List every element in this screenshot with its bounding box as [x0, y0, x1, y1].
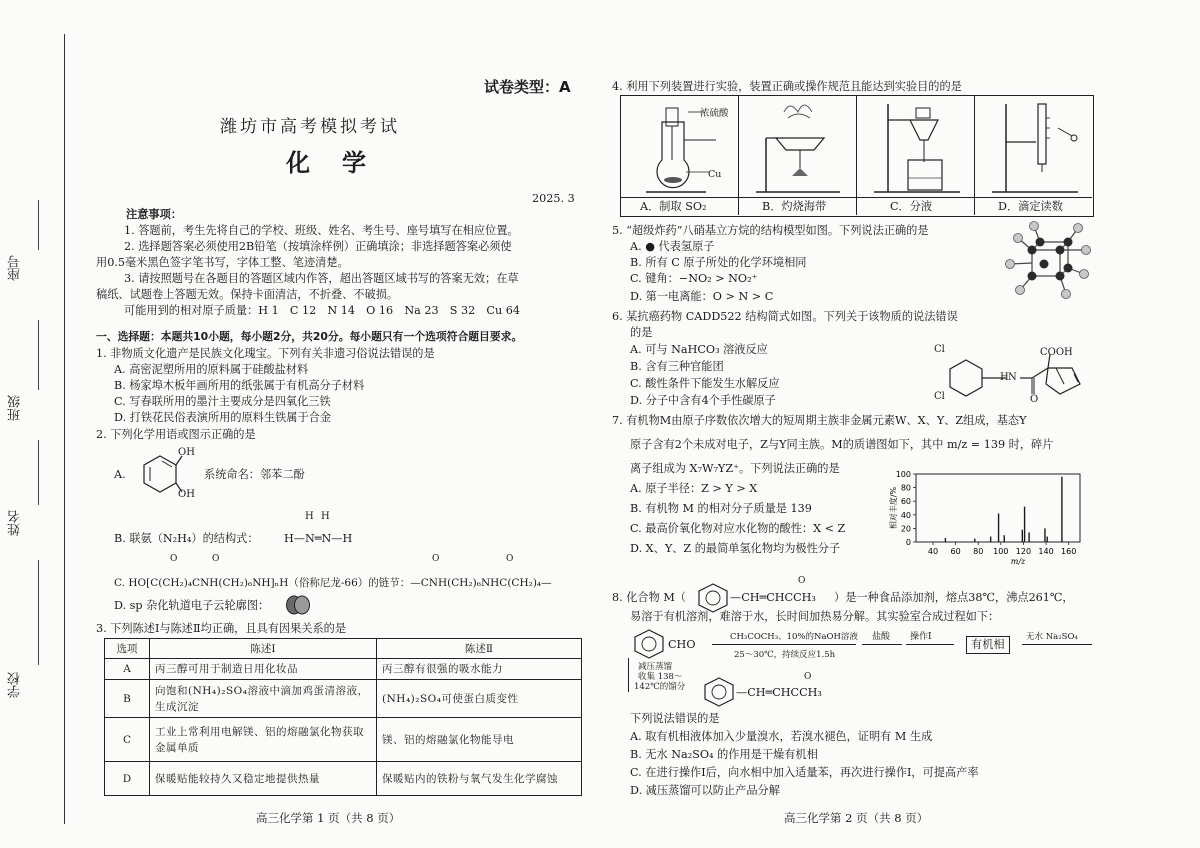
q8-arrow-2	[862, 644, 902, 645]
q8-organic-phase: 有机相	[966, 636, 1010, 654]
side-seat-line	[38, 200, 39, 250]
q2-c-o-4: O	[506, 554, 514, 564]
q3-table	[104, 638, 582, 796]
q7-option-d: D. X、Y、Z 的最简单氢化物均为极性分子	[630, 542, 841, 555]
q3-row-b-s1: 向饱和(NH₄)₂SO₄溶液中滴加鸡蛋清溶液，生成沉淀	[150, 680, 377, 718]
note-1: 1. 答题前，考生先将自己的学校、班级、姓名、考生号、座号填写在相应位置。	[124, 224, 519, 237]
q8-arrow-3	[906, 644, 954, 645]
q6-stem-cont: 的是	[630, 326, 653, 339]
q3-row-c-s1: 工业上常利用电解镁、铝的熔融氯化物获取金属单质	[150, 718, 377, 762]
y-tick-label: 100	[895, 470, 911, 479]
exam-title: 潍坊市高考模拟考试	[220, 117, 400, 137]
q2-h-left: H	[305, 511, 314, 522]
x-axis-label: m/z	[1010, 557, 1026, 566]
q8-drying-agent: 无水 Na₂SO₄	[1026, 632, 1078, 642]
q8-stem-formula: —CH═CHCCH₃	[730, 591, 816, 604]
q3-header-statement-2: 陈述Ⅱ	[377, 639, 582, 659]
binding-line	[64, 34, 65, 824]
q8-acid: 盐酸	[872, 632, 891, 642]
q7-option-b: B. 有机物 M 的相对分子质量是 139	[630, 502, 812, 515]
q6-option-a: A. 可与 NaHCO₃ 溶液反应	[630, 343, 768, 356]
q4-acid-label: 浓硫酸	[700, 108, 729, 119]
mass-spectrum-chart	[884, 468, 1084, 568]
q7-option-a: A. 原子半径：Z > Y > X	[630, 482, 758, 495]
q6-cl-bottom: Cl	[934, 391, 945, 402]
q2-option-b-text: B. 联氨（N₂H₄）的结构式：	[114, 532, 259, 545]
q4-apparatus-d	[988, 98, 1084, 196]
paper-type: 试卷类型：A	[484, 78, 571, 96]
table-row	[105, 659, 582, 680]
table-row	[105, 718, 582, 762]
q2-hydrazine-chain: H—N═N—H	[284, 532, 353, 545]
q1-option-a: A. 高密泥塑所用的原料属于硅酸盐材料	[114, 363, 309, 376]
q1-option-c: C. 写春联所用的墨汁主要成分是四氧化三铁	[114, 395, 331, 408]
q2-oh-top: OH	[178, 447, 195, 458]
q8-arrow-4	[1022, 644, 1092, 645]
side-name-line	[38, 440, 39, 505]
q8-arrow-5	[628, 658, 629, 692]
q6-cooh: COOH	[1040, 347, 1073, 358]
q2-c-o-2: O	[212, 554, 220, 564]
q7-stem-2: 原子含有2个未成对电子，Z与Y同主族。M的质谱图如下，其中 m/z = 139 时，碎片	[630, 438, 1054, 451]
q5-option-c: C. 键角：−NO₂ > NO₂⁺	[630, 272, 758, 285]
q8-arrow-1	[712, 644, 856, 645]
q8-cho: CHO	[668, 638, 696, 651]
q3-row-d-option: D	[105, 762, 150, 796]
q4-cu-label: Cu	[708, 169, 722, 180]
q8-vacuum-1: 减压蒸馏	[638, 662, 673, 672]
q6-option-d: D. 分子中含有4个手性碳原子	[630, 394, 776, 407]
q8-condition-1: 25～30℃，持续反应1.5h	[734, 650, 836, 660]
atomic-masses: 可能用到的相对原子质量：H 1 C 12 N 14 O 16 Na 23 S 32 Cu 64	[124, 304, 520, 317]
side-class-line	[38, 320, 39, 390]
exam-date: 2025. 3	[532, 192, 575, 205]
sp-orbital-diagram	[286, 594, 310, 616]
x-tick-label: 120	[1015, 547, 1032, 556]
side-name-label: 姓名	[8, 510, 23, 536]
q4-apparatus-c	[870, 98, 966, 196]
q8-stem-end: ）是一种食品添加剂，熔点38℃，沸点261℃，	[834, 591, 1074, 604]
q6-cl-top: Cl	[934, 344, 945, 355]
section-1-heading: 一、选择题：本题共10小题，每小题2分，共20分。每小题只有一个选项符合题目要求。	[96, 330, 523, 343]
q2-option-a-text: 系统命名：邻苯二酚	[204, 468, 305, 481]
y-tick-label: 20	[900, 524, 911, 534]
note-3: 3. 请按照题号在各题目的答题区域内作答，超出答题区域书写的答案无效；在草	[124, 272, 519, 285]
note-2: 2. 选择题答案必须使用2B铅笔（按填涂样例）正确填涂；非选择题答案必须使	[124, 240, 512, 253]
q4-caption-c: C．分液	[890, 200, 933, 213]
q8-option-c: C. 在进行操作Ⅰ后，向水相中加入适量苯，再次进行操作Ⅰ，可提高产率	[630, 766, 979, 779]
q2-oh-bottom: OH	[178, 489, 195, 500]
q3-row-d-s2: 保暖贴内的铁粉与氧气发生化学腐蚀	[377, 762, 582, 796]
q3-row-c-s2: 镁、铝的熔融氯化物能导电	[377, 718, 582, 762]
x-tick-label: 100	[993, 547, 1009, 556]
q8-stem-2: 易溶于有机溶剂，难溶于水，长时间加热易分解。其实验室合成过程如下：	[630, 610, 1000, 623]
y-axis-label: 相对丰度/%	[889, 486, 898, 530]
q2-option-c-text: C. HO[C(CH₂)₄CNH(CH₂)₆NH]ₙH（俗称尼龙-66）的链节：—CNH(CH₂)₆NHC(CH₂)₄—	[114, 577, 552, 589]
q3-row-b-option: B	[105, 680, 150, 718]
q2-option-a-label: A.	[114, 468, 126, 481]
q7-stem-3: 离子组成为 X₇W₇YZ⁺。下列说法正确的是	[630, 462, 840, 475]
table-row	[105, 762, 582, 796]
side-class-label: 班级	[8, 395, 23, 421]
x-tick-label: 40	[927, 547, 939, 556]
q8-operation-1: 操作Ⅰ	[910, 632, 932, 642]
q7-option-c: C. 最高价氧化物对应水化物的酸性：X < Z	[630, 522, 846, 535]
side-seat-label: 座号	[8, 255, 23, 281]
side-school-line	[38, 560, 39, 665]
note-3-cont: 稿纸、试题卷上答题无效。保持卡面清洁，不折叠、不破损。	[96, 288, 399, 301]
q8-product-ring	[702, 676, 736, 706]
q8-benzaldehyde-ring	[632, 628, 666, 658]
q2-c-o-3: O	[432, 554, 440, 564]
notes-heading: 注意事项：	[126, 208, 182, 221]
q8-vacuum-3: 142℃的馏分	[634, 682, 686, 692]
q4-caption-b: B．灼烧海带	[762, 200, 827, 213]
octanitrocubane-model	[1004, 220, 1090, 304]
q8-option-b: B. 无水 Na₂SO₄ 的作用是干燥有机相	[630, 748, 818, 761]
y-tick-label: 40	[900, 510, 911, 520]
q3-stem: 3. 下列陈述Ⅰ与陈述Ⅱ均正确，且具有因果关系的是	[96, 622, 347, 635]
q4-caption-a: A．制取 SO₂	[640, 200, 707, 213]
note-2-cont: 用0.5毫米黑色签字笔书写，字体工整、笔迹清楚。	[96, 256, 349, 269]
q2-stem: 2. 下列化学用语或图示正确的是	[96, 428, 256, 441]
q8-stem-start: 8. 化合物 M（	[612, 591, 686, 604]
q8-vacuum-2: 收集 138～	[638, 672, 683, 682]
q6-n-atom: N	[1008, 372, 1017, 383]
q3-header-statement-1: 陈述Ⅰ	[150, 639, 377, 659]
q3-row-a-option: A	[105, 659, 150, 680]
q8-option-d: D. 减压蒸馏可以防止产品分解	[630, 784, 780, 797]
q3-header-option: 选项	[105, 639, 150, 659]
q8-reagent-1: CH₃COCH₃、10%的NaOH溶液	[730, 632, 858, 642]
x-tick-label: 140	[1038, 547, 1054, 556]
q1-option-d: D. 打铁花民俗表演所用的原料生铁属于合金	[114, 411, 332, 424]
q3-row-a-s1: 丙三醇可用于制造日用化妆品	[150, 659, 377, 680]
x-tick-label: 160	[1061, 547, 1077, 556]
q3-row-b-s2: (NH₄)₂SO₄可使蛋白质变性	[377, 680, 582, 718]
q3-row-d-s1: 保暖贴能较持久又稳定地提供热量	[150, 762, 377, 796]
q8-stem-carbonyl-o: O	[798, 576, 806, 586]
q1-option-b: B. 杨家埠木板年画所用的纸张属于有机高分子材料	[114, 379, 365, 392]
q2-h-right: H	[321, 511, 330, 522]
q4-caption-d: D．滴定读数	[998, 200, 1063, 213]
q6-stem: 6. 某抗癌药物 CADD522 结构简式如图。下列关于该物质的说法错误	[612, 310, 958, 323]
q7-stem: 7. 有机物M由原子序数依次增大的短周期主族非金属元素W、X、Y、Z组成，基态Y	[612, 414, 1027, 427]
q4-caption-line	[620, 197, 1092, 198]
q3-row-c-option: C	[105, 718, 150, 762]
q3-row-a-s2: 丙三醇有很强的吸水能力	[377, 659, 582, 680]
y-tick-label: 0	[905, 538, 911, 547]
subject-title: 化 学	[286, 148, 370, 177]
q8-question: 下列说法错误的是	[630, 712, 720, 725]
q3-header-row	[105, 639, 582, 659]
q5-option-a: A. ● 代表氢原子	[630, 240, 715, 253]
q4-apparatus-b	[752, 98, 848, 196]
q5-option-d: D. 第一电离能：O > N > C	[630, 290, 774, 303]
q4-stem: 4. 利用下列装置进行实验，装置正确或操作规范且能达到实验目的的是	[612, 80, 962, 93]
x-tick-label: 60	[950, 547, 961, 556]
q8-product: —CH═CHCCH₃	[736, 686, 822, 699]
q2-c-o-1: O	[170, 554, 178, 564]
q8-product-carbonyl-o: O	[804, 672, 812, 682]
q8-benzene-ring	[696, 582, 730, 612]
catechol-structure	[142, 452, 182, 496]
q6-option-c: C. 酸性条件下能发生水解反应	[630, 377, 780, 390]
q1-stem: 1. 非物质文化遗产是民族文化瑰宝。下列有关非遗习俗说法错误的是	[96, 347, 435, 360]
page-2-footer: 高三化学第 2 页（共 8 页）	[784, 811, 929, 825]
x-tick-label: 80	[973, 547, 984, 556]
q6-carbonyl-o: O	[1030, 394, 1039, 405]
y-tick-label: 60	[900, 497, 911, 507]
y-tick-label: 80	[900, 483, 911, 493]
page-1-footer: 高三化学第 1 页（共 8 页）	[256, 811, 401, 825]
q6-h-atom: H	[1000, 372, 1009, 383]
side-school-label: 学校	[8, 672, 23, 698]
q6-option-b: B. 含有三种官能团	[630, 360, 724, 373]
q8-option-a: A. 取有机相液体加入少量溴水，若溴水褪色，证明有 M 生成	[630, 730, 933, 743]
table-row	[105, 680, 582, 718]
q2-option-d-text: D. sp 杂化轨道电子云轮廓图：	[114, 599, 270, 612]
q5-option-b: B. 所有 C 原子所处的化学环境相同	[630, 256, 807, 269]
q5-stem: 5. “超级炸药”八硝基立方烷的结构模型如图。下列说法正确的是	[612, 224, 929, 237]
